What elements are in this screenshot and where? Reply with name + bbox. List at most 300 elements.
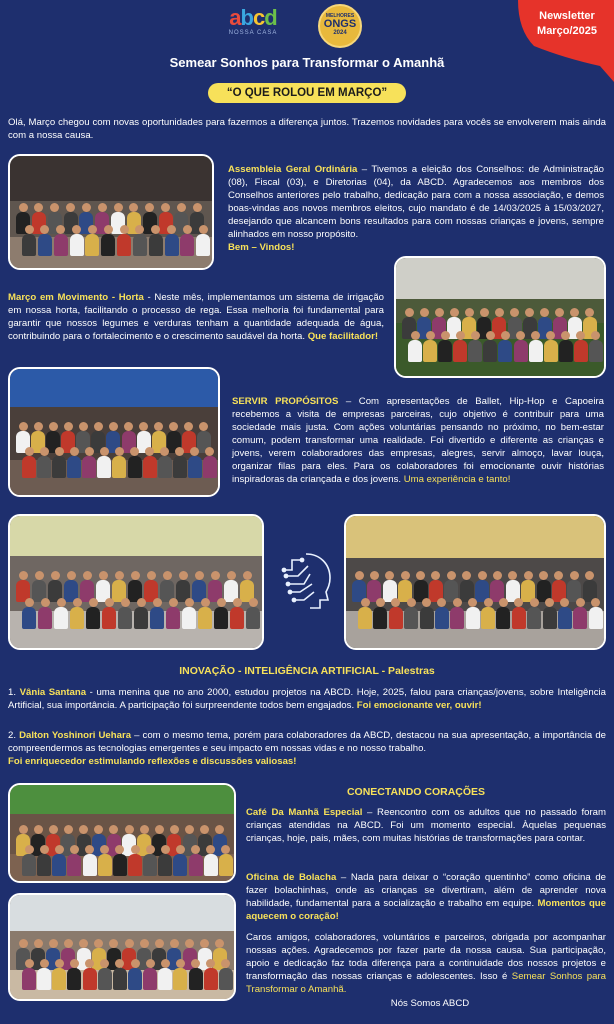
photo-person-head	[85, 447, 94, 456]
photo-person	[113, 968, 127, 990]
photo-person-head	[215, 825, 224, 834]
photo-person-head	[34, 939, 43, 948]
photo-person-head	[176, 845, 185, 854]
photo-person	[543, 607, 557, 629]
photo-person-head	[401, 571, 410, 580]
photo-person-head	[361, 598, 370, 607]
photo-person-head	[125, 939, 134, 948]
photo-person-head	[539, 571, 548, 580]
photo-person	[558, 607, 572, 629]
photo-person-head	[100, 845, 109, 854]
photo-person-head	[163, 571, 172, 580]
photo-person	[198, 607, 212, 629]
photo-person	[435, 607, 449, 629]
photo-person-head	[73, 598, 82, 607]
photo-person-head	[25, 959, 34, 968]
photo-person-head	[199, 422, 208, 431]
photo-person-head	[560, 598, 569, 607]
photo-person-head	[124, 422, 133, 431]
photo-person	[22, 968, 36, 990]
photo-person	[166, 607, 180, 629]
photo-person-head	[70, 447, 79, 456]
photo-person-head	[25, 845, 34, 854]
assembleia-photo	[8, 154, 214, 270]
photo-person	[527, 607, 541, 629]
assembleia-heading: Assembleia Geral Ordinária	[228, 164, 358, 175]
photo-person	[158, 968, 172, 990]
photo-person-head	[109, 422, 118, 431]
photo-person-head	[147, 571, 156, 580]
photo-person	[529, 340, 543, 362]
photo-person-head	[480, 308, 489, 317]
photo-person	[173, 854, 187, 876]
photo-person	[203, 456, 217, 478]
servir-text: SERVIR PROPÓSITOS – Com apresentações de Ballet, Hip-Hop e Capoeira recebemos a visita de empresas parceiras, cujo objetivo é contribuir para uma sociedade mais justa. Com ações voluntárias pensando no próximo, no bem-estar comum, podem transformar uma realidade. Foi divertido e diferente as crianças e jovens, verem colaboradores das empresas, alegres, servir almoço, lavar louça, organizar filas para eles. Para os colaboradores foi emocionante ouvir histórias inspiradoras da criançada e dos jovens. Uma experiência e tanto!	[232, 396, 604, 485]
photo-person	[143, 968, 157, 990]
photo-person-head	[456, 331, 465, 340]
photo-person-head	[170, 825, 179, 834]
thanks-text: Caros amigos, colaboradores, voluntários e parceiros, obrigada por acompanhar nossas ações. Agradecemos por fazer parte da nossa causa. Sua participação, apoio e dedicação faz toda diferença para a continuidade dos nossos projetos e transformação das nossas crianças e adolescentes. Isso é Semear Sonhos para Transformar o Amanhã.	[246, 932, 606, 995]
photo-person-head	[420, 308, 429, 317]
photo-person	[189, 968, 203, 990]
photo-person	[450, 607, 464, 629]
photo-person	[67, 456, 81, 478]
photo-person	[149, 234, 163, 256]
photo-person	[112, 456, 126, 478]
photo-person-head	[25, 225, 34, 234]
photo-person-head	[221, 845, 230, 854]
photo-person	[83, 854, 97, 876]
photo-person	[101, 234, 115, 256]
photo-person-head	[447, 571, 456, 580]
photo-person-head	[34, 203, 43, 212]
photo-person	[423, 340, 437, 362]
photo-person	[70, 234, 84, 256]
photo-person-head	[462, 571, 471, 580]
photo-person	[173, 456, 187, 478]
inovacao-item-1-name: Vânia Santana	[19, 687, 87, 698]
photo-person-head	[190, 447, 199, 456]
photo-person-head	[161, 203, 170, 212]
photo-person	[134, 607, 148, 629]
cafe-text: Café Da Manhã Especial – Reencontro com os adultos que no passado foram crianças atendidas na ABCD. Foi um momento especial. Àquelas pequenas crianças, hoje, pais, mães, com muitas histórias de transformações para contar.	[246, 807, 607, 844]
photo-person-head	[55, 845, 64, 854]
photo-person-head	[201, 598, 210, 607]
photo-person-head	[40, 447, 49, 456]
photo-person	[143, 456, 157, 478]
photo-person-head	[85, 845, 94, 854]
photo-person	[52, 968, 66, 990]
photo-person-head	[66, 203, 75, 212]
photo-person	[466, 607, 480, 629]
photo-person	[22, 854, 36, 876]
photo-person-head	[19, 825, 28, 834]
photo-person-head	[185, 598, 194, 607]
photo-person	[188, 456, 202, 478]
photo-person	[483, 340, 497, 362]
photo-person-head	[493, 571, 502, 580]
photo-person-head	[130, 447, 139, 456]
photo-person-head	[160, 447, 169, 456]
photo-person-head	[405, 308, 414, 317]
photo-person-head	[450, 308, 459, 317]
photo-person-head	[120, 225, 129, 234]
cafe-photo	[8, 783, 236, 883]
photo-person	[128, 968, 142, 990]
photo-person-head	[67, 571, 76, 580]
inovacao-item-2: 2. Dalton Yoshinori Uehara – com o mesmo tema, porém para colaboradores da ABCD, destacou na sua apresentação, a importância de compreendermos as tecnologias emergentes e seu impacto em nossas vidas e no nosso trabalho. Foi enriquecedor estimulando reflexões e discussões valiosas!	[8, 730, 606, 767]
photo-person-head	[41, 598, 50, 607]
photo-person	[204, 968, 218, 990]
photo-person	[98, 854, 112, 876]
photo-person-head	[570, 571, 579, 580]
photo-person-head	[370, 571, 379, 580]
photo-person-head	[99, 571, 108, 580]
photo-person	[219, 968, 233, 990]
section-banner: “O QUE ROLOU EM MARÇO”	[208, 83, 406, 103]
photo-person-head	[215, 939, 224, 948]
photo-person-head	[391, 598, 400, 607]
photo-person-head	[89, 598, 98, 607]
photo-person-head	[83, 571, 92, 580]
photo-person-head	[200, 939, 209, 948]
photo-person-head	[510, 308, 519, 317]
photo-person-head	[407, 598, 416, 607]
photo-person	[118, 607, 132, 629]
photo-person-head	[145, 203, 154, 212]
photo-person-head	[154, 422, 163, 431]
photo-person	[22, 234, 36, 256]
photo-person	[230, 607, 244, 629]
ribbon-line2: Março/2025	[537, 25, 597, 37]
logo-subtext: NOSSA CASA	[228, 30, 278, 36]
photo-person	[574, 340, 588, 362]
photo-person-head	[431, 571, 440, 580]
newsletter-ribbon-text	[522, 9, 612, 39]
photo-person-head	[227, 571, 236, 580]
photo-person	[246, 607, 260, 629]
assembleia-closing: Bem – Vindos!	[228, 242, 295, 253]
photo-person-head	[55, 447, 64, 456]
photo-person-head	[49, 422, 58, 431]
photo-person-head	[524, 571, 533, 580]
photo-person-head	[416, 571, 425, 580]
photo-person-head	[19, 203, 28, 212]
photo-person	[22, 607, 36, 629]
photo-person-head	[576, 598, 585, 607]
photo-person	[573, 607, 587, 629]
inovacao-heading: INOVAÇÃO - INTELIGÊNCIA ARTIFICIAL - Palestras	[179, 665, 435, 677]
photo-person-head	[585, 571, 594, 580]
inovacao-item-2-name: Dalton Yoshinori Uehara	[19, 730, 132, 741]
photo-person-head	[79, 825, 88, 834]
photo-person-head	[525, 308, 534, 317]
horta-photo	[394, 256, 606, 378]
signature: Nós Somos ABCD	[390, 998, 470, 1009]
photo-person	[438, 340, 452, 362]
photo-person-head	[471, 331, 480, 340]
photo-person	[165, 234, 179, 256]
photo-person	[98, 968, 112, 990]
photo-person	[143, 854, 157, 876]
cafe-heading: Café Da Manhã Especial	[246, 807, 363, 818]
photo-person-head	[100, 447, 109, 456]
photo-person	[496, 607, 510, 629]
photo-person-head	[435, 308, 444, 317]
melhores-ongs-seal: MELHORES ONGS 2024	[318, 4, 362, 48]
horta-heading: Março em Movimento - Horta	[8, 292, 144, 303]
photo-person	[358, 607, 372, 629]
photo-person-head	[25, 598, 34, 607]
photo-person-head	[355, 571, 364, 580]
photo-person-head	[94, 825, 103, 834]
photo-person	[468, 340, 482, 362]
photo-person-head	[115, 571, 124, 580]
photo-person-head	[570, 308, 579, 317]
photo-person	[189, 854, 203, 876]
photo-person-head	[185, 939, 194, 948]
photo-person	[180, 234, 194, 256]
photo-person	[512, 607, 526, 629]
photo-person-head	[19, 571, 28, 580]
photo-person-head	[19, 422, 28, 431]
photo-person-head	[79, 422, 88, 431]
photo-person	[133, 234, 147, 256]
photo-person-head	[115, 447, 124, 456]
photo-person-head	[191, 845, 200, 854]
photo-person	[498, 340, 512, 362]
photo-person	[37, 456, 51, 478]
photo-person	[196, 234, 210, 256]
photo-person-head	[206, 845, 215, 854]
photo-person-head	[105, 598, 114, 607]
photo-person-head	[40, 845, 49, 854]
photo-person-head	[169, 422, 178, 431]
photo-person-head	[478, 571, 487, 580]
photo-person	[544, 340, 558, 362]
photo-person-head	[70, 845, 79, 854]
photo-person-head	[49, 825, 58, 834]
photo-person-head	[155, 825, 164, 834]
photo-person-head	[193, 203, 202, 212]
photo-person	[113, 854, 127, 876]
photo-person-head	[233, 598, 242, 607]
photo-person-head	[484, 598, 493, 607]
photo-person-head	[94, 422, 103, 431]
photo-person-head	[129, 203, 138, 212]
photo-person-head	[468, 598, 477, 607]
photo-person-head	[98, 203, 107, 212]
photo-person	[85, 234, 99, 256]
photo-person	[38, 607, 52, 629]
photo-person	[102, 607, 116, 629]
photo-person-head	[170, 939, 179, 948]
abcd-logo: abcd NOSSA CASA	[222, 6, 284, 46]
photo-person-head	[115, 845, 124, 854]
photo-person	[589, 607, 603, 629]
ribbon-line1: Newsletter	[539, 10, 595, 22]
photo-person-head	[94, 939, 103, 948]
servir-photo	[8, 367, 220, 497]
photo-person	[173, 968, 187, 990]
photo-person-head	[499, 598, 508, 607]
photo-person	[453, 340, 467, 362]
photo-person	[54, 607, 68, 629]
photo-person-head	[57, 598, 66, 607]
photo-person	[481, 607, 495, 629]
photo-person-head	[177, 203, 186, 212]
photo-person	[182, 607, 196, 629]
servir-heading: SERVIR PROPÓSITOS	[232, 396, 339, 407]
photo-person-head	[34, 422, 43, 431]
photo-person-head	[545, 598, 554, 607]
photo-person-head	[64, 939, 73, 948]
page-title: Semear Sonhos para Transformar o Amanhã	[169, 55, 445, 70]
photo-person-head	[486, 331, 495, 340]
photo-person	[373, 607, 387, 629]
photo-person-head	[139, 422, 148, 431]
photo-person-head	[508, 571, 517, 580]
photo-person-head	[555, 308, 564, 317]
photo-person-head	[153, 598, 162, 607]
bolacha-text: Oficina de Bolacha – Nada para deixar o “coração quentinho” como oficina de fazer bolachinhas, onde as crianças se divertiram, além de aprender nova habilidade, fundamental para a socialização e trabalho em equipe. Momentos que aquecem o coração!	[246, 872, 607, 922]
inovacao-item-1: 1. Vânia Santana - uma menina que no ano 2000, estudou projetos na ABCD. Hoje, 2025, falou para crianças/jovens, sobre Inteligência Artificial, sua importância. A participação foi surpreendente todos bem engajados. Foi emocionante ver, ouvir!	[8, 687, 606, 711]
photo-person-head	[453, 598, 462, 607]
ai-head-icon	[274, 548, 336, 614]
photo-person-head	[585, 308, 594, 317]
photo-person-head	[19, 939, 28, 948]
photo-person-head	[591, 598, 600, 607]
photo-person	[67, 854, 81, 876]
photo-person-head	[195, 571, 204, 580]
palestra-photo-2	[344, 514, 606, 650]
photo-person-head	[411, 331, 420, 340]
photo-person-head	[465, 308, 474, 317]
photo-person-head	[199, 225, 208, 234]
photo-person	[86, 607, 100, 629]
photo-person-head	[179, 571, 188, 580]
conectando-heading: CONECTANDO CORAÇÕES	[346, 786, 486, 798]
photo-person-head	[140, 939, 149, 948]
photo-person-head	[169, 598, 178, 607]
bolacha-photo	[8, 893, 236, 1001]
photo-person-head	[64, 825, 73, 834]
photo-person	[514, 340, 528, 362]
photo-person	[37, 968, 51, 990]
photo-person-head	[426, 331, 435, 340]
photo-person-head	[540, 308, 549, 317]
photo-person	[408, 340, 422, 362]
photo-person	[404, 607, 418, 629]
photo-person-head	[64, 422, 73, 431]
photo-person	[52, 854, 66, 876]
photo-person	[70, 607, 84, 629]
photo-person	[128, 456, 142, 478]
horta-closing: Que facilitador!	[305, 331, 379, 342]
assembleia-text: Assembleia Geral Ordinária – Tivemos a eleição dos Conselhos: de Administração (08), Fiscal (03), e Diretorias (04), da ABCD. Agradecemos aos membros dos Conselhos anteriores pelo trabalho, dedicação para com a nossa associação, e demos boas-vindas aos novos membros eleitos, cujo mandato é de 14/03/2025 à 15/03/2027, desejando que alcancem bons resultados para com nossas crianças e jovens, sempre alinhados em nosso propósito. Bem – Vindos!	[228, 164, 604, 253]
photo-person-head	[49, 939, 58, 948]
photo-person-head	[131, 845, 140, 854]
servir-closing: Uma experiência e tanto!	[401, 474, 511, 485]
palestra-photo-1	[8, 514, 264, 650]
photo-person-head	[161, 845, 170, 854]
photo-person	[82, 456, 96, 478]
photo-person	[389, 607, 403, 629]
photo-person	[420, 607, 434, 629]
photo-person	[37, 854, 51, 876]
photo-person-head	[385, 571, 394, 580]
photo-person	[22, 456, 36, 478]
photo-person-head	[140, 825, 149, 834]
photo-person-head	[200, 825, 209, 834]
photo-person	[204, 854, 218, 876]
photo-person	[117, 234, 131, 256]
photo-person-head	[376, 598, 385, 607]
photo-person-head	[437, 598, 446, 607]
photo-person-head	[51, 571, 60, 580]
photo-person-head	[109, 825, 118, 834]
photo-person-head	[205, 447, 214, 456]
intro-text: Olá, Março chegou com novas oportunidades para fazermos a diferença juntos. Trazemos novidades para vocês se envolverem mais ainda com a nossa causa.	[8, 117, 606, 141]
photo-person	[128, 854, 142, 876]
photo-person-head	[441, 331, 450, 340]
photo-person-head	[145, 447, 154, 456]
photo-person-head	[114, 203, 123, 212]
photo-person-head	[131, 959, 140, 968]
photo-person-head	[50, 203, 59, 212]
photo-person	[67, 968, 81, 990]
photo-person	[38, 234, 52, 256]
photo-person-head	[131, 571, 140, 580]
photo-person-head	[243, 571, 252, 580]
photo-person	[83, 968, 97, 990]
photo-person	[97, 456, 111, 478]
photo-person-head	[495, 308, 504, 317]
photo-person-head	[175, 447, 184, 456]
photo-person-head	[35, 571, 44, 580]
photo-person	[589, 340, 603, 362]
photo-person-head	[185, 825, 194, 834]
photo-person-head	[530, 598, 539, 607]
photo-person-head	[25, 447, 34, 456]
photo-person-head	[34, 825, 43, 834]
photo-person-head	[146, 845, 155, 854]
thanks-closing: Semear Sonhos para Transformar o Amanhã.	[246, 971, 606, 995]
photo-person	[150, 607, 164, 629]
photo-person-head	[217, 598, 226, 607]
photo-person-head	[184, 422, 193, 431]
photo-person	[52, 456, 66, 478]
photo-person-head	[82, 203, 91, 212]
photo-person-head	[155, 939, 164, 948]
photo-person	[559, 340, 573, 362]
photo-person	[158, 456, 172, 478]
photo-person	[54, 234, 68, 256]
photo-person-head	[249, 598, 258, 607]
horta-text: Março em Movimento - Horta - Neste mês, implementamos um sistema de irrigação em nossa horta, facilitando o processo de rega. Essa melhoria foi fundamental para garantir que nossos legumes e verduras tenham a quantidade adequada de água, contribuindo para o fortalecimento e o crescimento saudável da horta. Que facilitador!	[8, 292, 384, 342]
photo-person-head	[514, 598, 523, 607]
photo-person	[158, 854, 172, 876]
photo-person-head	[109, 939, 118, 948]
photo-person-head	[422, 598, 431, 607]
photo-person	[214, 607, 228, 629]
photo-person-head	[211, 571, 220, 580]
bolacha-heading: Oficina de Bolacha	[246, 872, 337, 883]
photo-person-head	[137, 598, 146, 607]
photo-person-head	[554, 571, 563, 580]
photo-person-head	[125, 825, 134, 834]
photo-person	[219, 854, 233, 876]
